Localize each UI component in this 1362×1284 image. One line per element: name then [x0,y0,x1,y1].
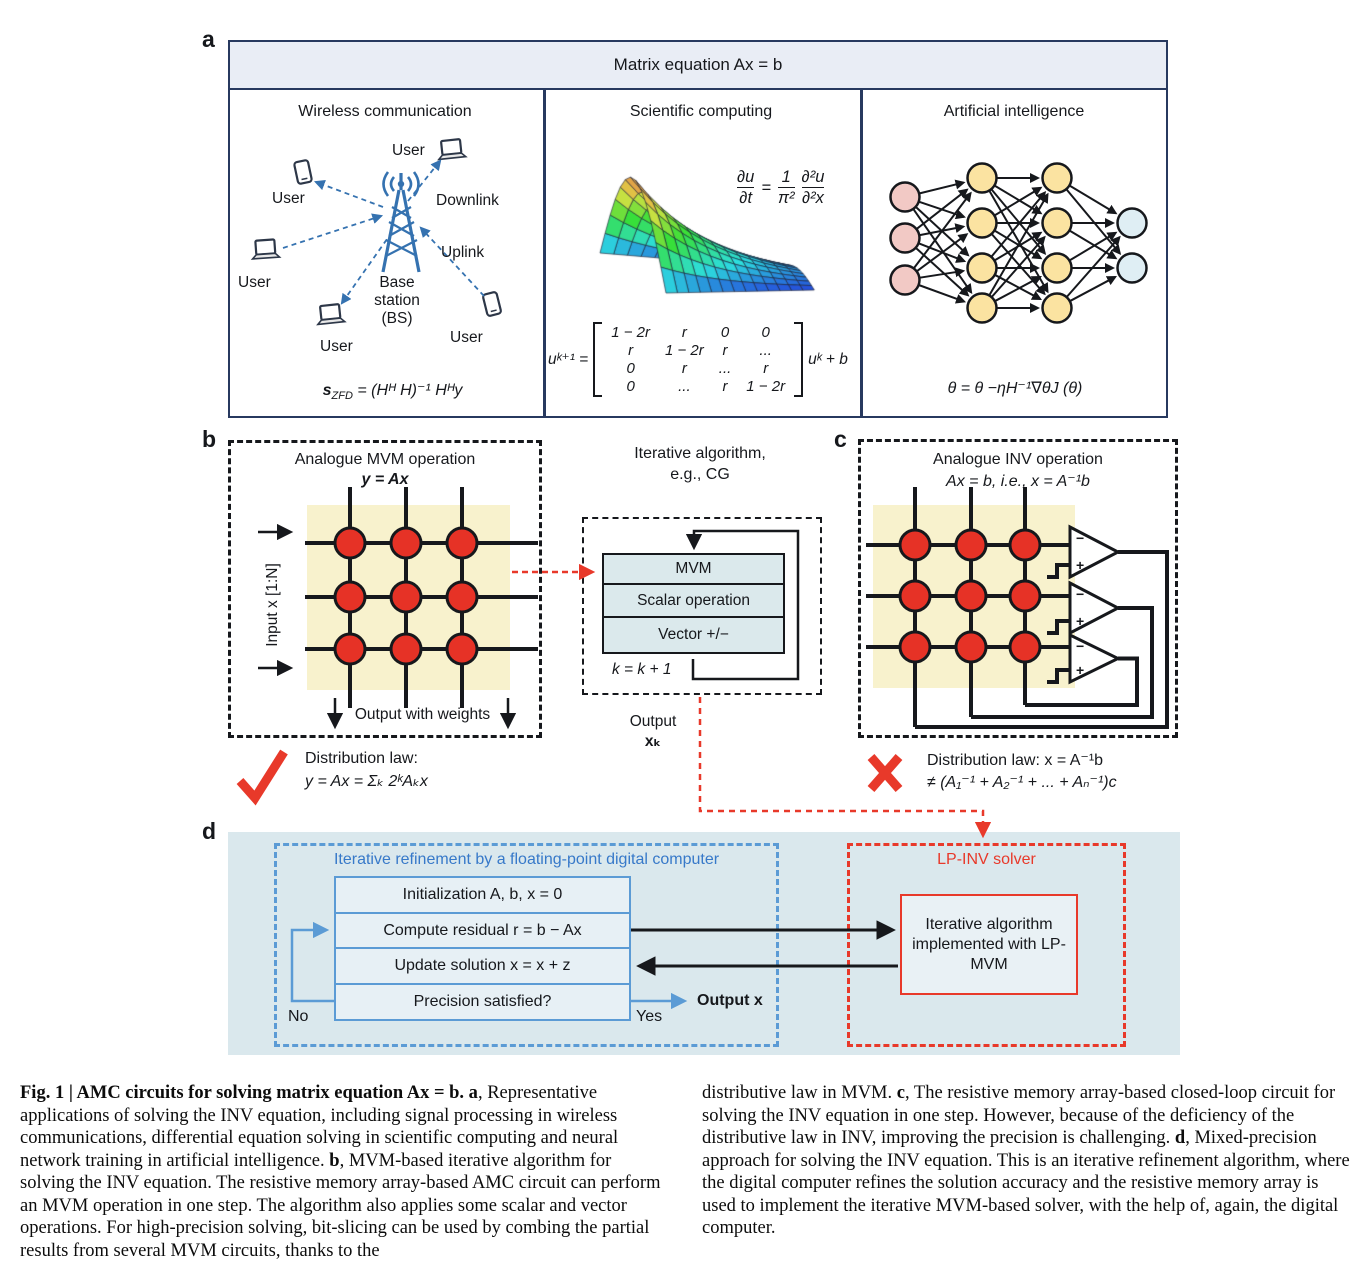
caption-left-1: , Representative applications of solving the INV equation, including signal processing in wireless communications, differential equation solving in scientific computing and neural network training in artificial intelligence. [20,1083,619,1171]
panel-a-divider-1 [543,90,546,418]
matrix-iteration-equation [548,322,848,397]
cg-step-stack [602,553,785,654]
panel-b-equation: y = Ax [361,471,409,488]
output-weights-label: Output with weights [354,706,491,723]
caption-right-1: , The resistive memory array-based closed-loop circuit for solving the INV equation in one step. However, because of the deficiency of the distributive law in INV, improving the precision is challenging. [702,1083,1336,1148]
caption-right-2: , Mixed-precision approach for solving the INV equation. This is an iterative refinement algorithm, where the digital computer refines the solution accuracy and the resistive memory array is used to implement the iterative MVM-based solver, with the help of, again, the digital computer. [702,1128,1350,1238]
lp-inv-solver-title: LP-INV solver [937,851,1036,868]
frac-1-pi2: $\frac{1}{\text{π²}}$ [777,168,795,207]
memristor-cells [335,528,477,664]
user-label-bottom-left: User [320,338,353,355]
wireless-diagram [228,88,543,418]
caption-right-0: distributive law in MVM. [702,1083,897,1103]
lp-mvm-solver-box: Iterative algorithm implemented with LP-MVM [900,894,1078,995]
equals-sign: = [761,178,771,197]
eq-s: s [322,382,332,399]
user-label-bottom-right: User [450,329,483,346]
svg-text:−: − [1076,638,1085,654]
user-laptop-icon [316,304,345,325]
ai-equation: θ = θ −ηH⁻¹∇θJ (θ) [947,380,1083,397]
no-label: No [288,1008,309,1025]
base-station-tower-icon [383,173,419,272]
user-laptop-icon [437,139,466,160]
distribution-law-c-1: Distribution law: x = A⁻¹b [927,752,1104,769]
nn-layer-0 [891,183,920,295]
distribution-law-b-eq: y = Ax = Σₖ 2ᵏAₖx [305,773,428,790]
user-phone-icon [294,160,312,184]
svg-text:−: − [1076,586,1085,602]
caption-figure-title: Fig. 1 | AMC circuits for solving matrix equation Ax = b. a [20,1083,478,1103]
svg-text:+: + [1076,613,1085,629]
distribution-law-c-2: ≠ (A₁⁻¹ + A₂⁻¹ + ... + Aₙ⁻¹)c [927,774,1117,791]
nn-layer-2 [1043,164,1072,323]
user-label-top-left: User [272,190,305,207]
digital-computer-title: Iterative refinement by a floating-point digital computer [333,851,720,868]
user-laptop-icon [251,239,279,259]
caption-right-column [702,1082,1354,1240]
output-xk: xₖ [644,733,662,750]
surface-plot [578,133,818,323]
iterative-algorithm-title-2: e.g., CG [670,466,730,483]
neural-network-diagram [862,88,1168,418]
pde-equation [737,168,824,208]
panel-c-equation: Ax = b, i.e., x = A⁻¹b [946,473,1090,490]
step-compute-residual: Compute residual r = b − Ax [334,912,631,950]
k-counter-label: k = k + 1 [612,661,672,678]
caption-d-bold: d [1174,1128,1186,1148]
mvm-step: MVM [602,553,785,585]
frac-d2u-d2x: $\frac{\text{∂²u}}{\text{∂²x}}$ [801,168,825,207]
step-initialization: Initialization A, b, x = 0 [334,876,631,914]
panel-c-title: Analogue INV operation [933,451,1103,468]
iterative-algorithm-title-1: Iterative algorithm, [634,445,766,462]
cross-mark-icon [871,757,899,789]
matrix-bracket-right [794,322,803,397]
downlink-label: Downlink [436,192,499,209]
matrix-bracket-left [593,322,602,397]
scientific-title: Scientific computing [629,103,773,120]
scalar-operation-step: Scalar operation [602,583,785,619]
caption-b-bold: b [329,1150,340,1171]
matrix-lhs: uᵏ⁺¹ = [548,351,589,368]
user-label-top-right: User [392,142,425,159]
step-update-solution: Update solution x = x + z [334,947,631,985]
nn-layer-1 [968,164,997,323]
yes-label: Yes [636,1008,663,1025]
nn-connections [914,178,1120,308]
output-xk-label [618,712,688,752]
svg-text:−: − [1076,530,1085,546]
panel-label-a: a [202,26,215,52]
caption-left-2: , MVM-based iterative algorithm for solving the INV equation. The resistive memory array-based AMC circuit can perform an MVM operation in one step. The algorithm also applies some scalar and vector operations. For high-precision solving, bit-slicing can be used by combing the partial results from several MVM circuits, thanks to the [20,1150,661,1261]
output-word: Output [629,713,677,730]
distribution-law-b-title: Distribution law: [305,750,418,767]
iterative-algorithm-title [600,443,800,485]
user-phone-icon [483,292,502,317]
svg-text:+: + [1076,557,1085,573]
eq-sub-zfd: ZFD [331,390,353,403]
refinement-steps [334,876,631,1021]
wireless-title: Wireless communication [298,103,472,120]
output-x-label: Output x [697,992,763,1009]
panel-label-b: b [202,426,217,452]
panel-b-title: Analogue MVM operation [294,451,476,468]
svg-text:+: + [1076,662,1085,678]
uplink-label: Uplink [441,244,485,261]
input-vector-label: Input x [1:N] [264,563,281,647]
caption-c-bold: c [896,1083,905,1103]
wireless-equation [295,380,490,402]
panel-label-d: d [202,818,217,844]
matrix-grid: 1 − 2r r 0 0 r 1 − 2r r ... 0 r ... r 0 ... r 1 − 2r [611,324,786,395]
matrix-rhs: uᵏ + b [808,350,848,368]
ai-title: Artificial intelligence [943,103,1085,120]
memristor-cells [900,530,1040,662]
frac-du-dt: $\frac{\partial u}{\partial t}$ [737,168,755,207]
base-station-label: Base station (BS) [374,274,420,327]
user-label-left: User [238,274,271,291]
panel-a-header [230,42,1166,90]
eq-rest: = (Hᴴ H)⁻¹ Hᴴy [352,382,463,399]
vector-step: Vector +/− [602,616,785,654]
check-mark-icon [240,752,284,798]
panel-label-c: c [834,426,847,452]
matrix-equation-title: Matrix equation Ax = b [613,55,783,74]
caption-left-column [20,1082,670,1262]
step-precision-check: Precision satisfied? [334,983,631,1021]
nn-layer-3 [1118,209,1147,283]
